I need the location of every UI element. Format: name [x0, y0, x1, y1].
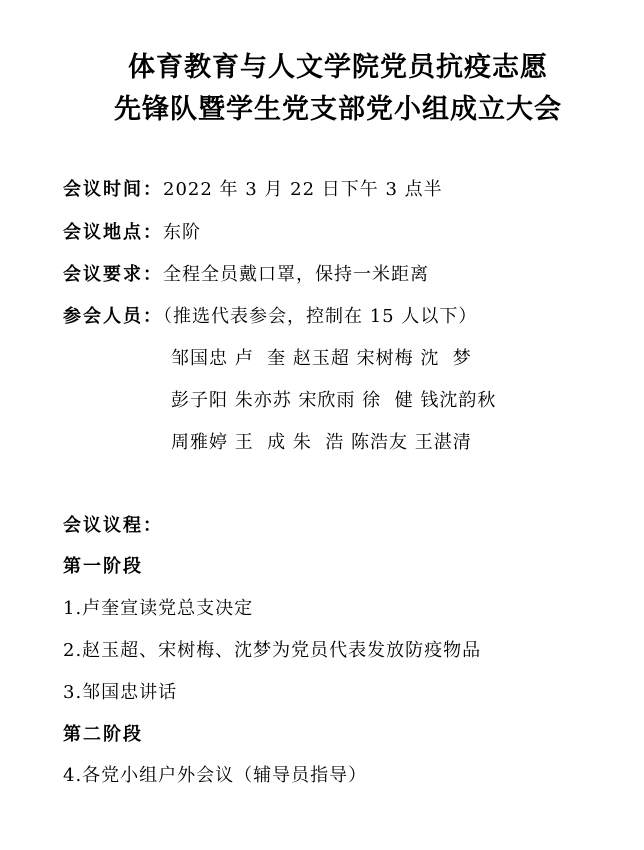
meeting-requirement-label: 会议要求： [63, 264, 163, 285]
meeting-time-row [63, 177, 443, 203]
attendee-names-line-2: 彭子阳 朱亦苏 宋欣雨 徐 健 钱沈韵秋 [171, 390, 497, 411]
meeting-time-label: 会议时间： [63, 179, 163, 200]
agenda-item: 2.赵玉超、宋树梅、沈梦为党员代表发放防疫物品 [63, 640, 482, 661]
agenda-item: 3.邹国忠讲话 [63, 682, 178, 703]
meeting-place-row [63, 220, 201, 246]
agenda-item: 1.卢奎宣读党总支决定 [63, 598, 254, 619]
meeting-requirement-value: 全程全员戴口罩，保持一米距离 [163, 264, 429, 285]
meeting-place-label: 会议地点： [63, 222, 163, 243]
attendee-names-line-3: 周雅婷 王 成 朱 浩 陈浩友 王湛清 [171, 432, 472, 453]
stage-2-heading: 第二阶段 [63, 724, 143, 745]
attendees-note: （推选代表参会，控制在 15 人以下） [163, 306, 478, 327]
agenda-heading: 会议议程： [63, 515, 163, 536]
stage-1-heading: 第一阶段 [63, 556, 143, 577]
attendees-label: 参会人员： [63, 306, 163, 327]
attendee-names-line-1: 邹国忠 卢 奎 赵玉超 宋树梅 沈 梦 [171, 348, 472, 369]
agenda-item: 4.各党小组户外会议（辅导员指导） [63, 765, 368, 786]
title-line-2: 先锋队暨学生党支部党小组成立大会 [114, 94, 562, 125]
meeting-place-value: 东阶 [163, 222, 201, 243]
title-line-1: 体育教育与人文学院党员抗疫志愿 [128, 52, 548, 83]
attendees-row [63, 304, 477, 330]
meeting-requirement-row [63, 262, 429, 288]
meeting-time-value: 2022 年 3 月 22 日下午 3 点半 [163, 179, 443, 200]
